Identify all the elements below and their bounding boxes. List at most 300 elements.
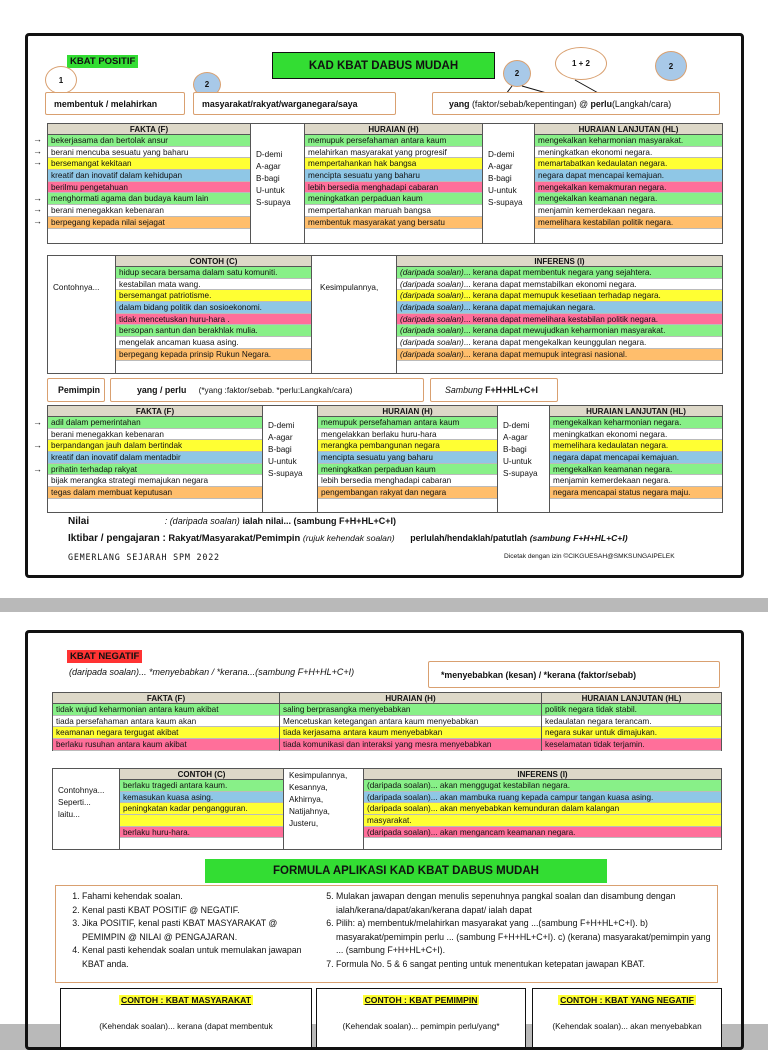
row-text: ... kerana dapat memajukan negara. — [463, 303, 596, 313]
table-row — [535, 135, 722, 147]
row-text: mencipta sesuatu yang baharu — [308, 171, 420, 181]
contoh-header: CONTOH (C) — [116, 256, 311, 267]
connector-word: Kesannya, — [289, 783, 328, 792]
membentuk-box: membentuk / melahirkan — [45, 92, 185, 115]
table-row — [305, 135, 482, 147]
table-row — [535, 147, 722, 159]
sambung-label: Sambung — [445, 385, 483, 395]
connector-word: D-demi — [256, 150, 283, 159]
yang-perlu-label: yang / perlu — [137, 385, 187, 395]
row-text: mengekalkan keharmonian masyarakat. — [538, 136, 684, 145]
inferens-prefix: (daripada soalan) — [400, 349, 464, 359]
pemimpin-box: Pemimpin — [47, 378, 105, 402]
inferens-prefix: (daripada soalan) — [400, 338, 464, 348]
table-row — [280, 739, 541, 751]
row-text: tiada persefahaman antara kaum akan — [56, 716, 197, 726]
table-row — [305, 170, 482, 182]
inferens-col-negatif — [363, 769, 721, 849]
table-row — [280, 716, 541, 728]
row-text: hidup secara bersama dalam satu komuniti. — [119, 268, 278, 277]
table-row — [535, 158, 722, 170]
connector-word: D-demi — [488, 150, 515, 159]
row-text: bekerjasama dan bertolak ansur — [51, 136, 168, 145]
inferens-header: INFERENS (I) — [397, 256, 722, 267]
table-row — [550, 464, 722, 476]
lanjutan-header-pemimpin: HURAIAN LANJUTAN (HL) — [550, 406, 722, 417]
table-row — [535, 182, 722, 194]
formula-step: 6. Pilih: a) membentuk/melahirkan masyarakat yang ...(sambung F+H+HL+C+I). b) masyarakat/pemimpin perlu ... (sambung F+H+HL+C+I). c) (kerana) masyarakat/pemimpin yang ... (sambung F+H+HL+C+I). — [336, 917, 716, 958]
lanjutan-list-pemimpin — [550, 417, 722, 499]
row-text: meningkatkan ekonomi negara. — [553, 429, 668, 439]
row-text: berlaku tragedi antara kaum. — [123, 781, 228, 790]
row-text: dalam bidang politik dan sosioekonomi. — [119, 303, 262, 313]
inferens-prefix: (daripada soalan) — [400, 291, 464, 301]
row-text: berlaku huru-hara. — [123, 827, 190, 837]
footer-right: Dicetak dengan izin ©CIKGUESAH@SMKSUNGAIPELEK — [504, 553, 675, 560]
row-text: merangka pembangunan negara — [321, 441, 440, 451]
row-text: kestabilan mata wang. — [119, 279, 201, 289]
row-text: (daripada soalan)... akan menyebabkan kemunduran dalam kalangan — [367, 804, 620, 814]
row-text: berilmu pengetahuan — [51, 182, 128, 192]
table-row — [48, 440, 262, 452]
connector-word: A-agar — [503, 433, 528, 442]
formula-step: 5. Mulakan jawapan dengan menulis sepenuhnya pangkal soalan dan disambung dengan ialah/kerana/dapat/akan/kerana dapat/ ialah dapat — [336, 890, 716, 917]
row-text: saling berprasangka menyebabkan — [283, 705, 411, 714]
table-row — [116, 302, 311, 314]
iktibar-perlu: perlulah/hendaklah/patutlah — [410, 533, 528, 543]
row-text: tegas dalam membuat keputusan — [51, 488, 173, 498]
nilai-label: Nilai — [68, 516, 90, 527]
table-row — [397, 279, 722, 291]
contoh-col-negatif — [119, 769, 283, 849]
huraian-col-negatif — [279, 693, 541, 750]
row-text: bijak merangka strategi memajukan negara — [51, 476, 209, 486]
footer-left: GEMERLANG SEJARAH SPM 2022 — [68, 552, 220, 562]
row-text: mengekalkan kemakmuran negara. — [538, 182, 667, 192]
table-row — [120, 803, 283, 815]
table-row — [53, 739, 279, 751]
row-text: kreatif dan inovatif dalam kehidupan — [51, 171, 183, 181]
row-text: tiada kerjasama antara kaum menyebabkan — [283, 728, 443, 738]
connector-word: S-supaya — [256, 198, 291, 207]
row-text: membentuk masyarakat yang bersatu — [308, 217, 445, 227]
connector-word: Justeru, — [289, 819, 319, 828]
connector-list-3 — [265, 420, 303, 480]
contoh-inferens-table-negatif — [52, 768, 722, 850]
table-row — [305, 158, 482, 170]
row-text: negara dapat mencapai kemajuan. — [553, 453, 680, 463]
row-text: lebih bersedia menghadapi cabaran — [308, 182, 439, 192]
sambung-box — [430, 378, 558, 402]
row-text: memelihara kestabilan politik negara. — [538, 217, 674, 227]
table-row — [116, 279, 311, 291]
table-row — [116, 314, 311, 326]
row-text: pengembangan rakyat dan negara — [321, 488, 447, 498]
row-text: negara mencapai status negara maju. — [553, 488, 691, 498]
row-text: memelihara kedaulatan negara. — [553, 441, 669, 451]
row-text: bersopan santun dan berakhlak mulia. — [119, 326, 258, 336]
connector-word: Natijahnya, — [289, 807, 330, 816]
inferens-list-negatif — [364, 780, 721, 838]
table-row — [397, 267, 722, 279]
table-row — [318, 464, 497, 476]
nilai-text-a: : (daripada soalan) — [164, 516, 240, 526]
table-row — [305, 182, 482, 194]
row-text: melahirkan masyarakat yang progresif — [308, 147, 447, 157]
yang-perlu-pemimpin-box — [110, 378, 424, 402]
contoh-masyarakat-text: (Kehendak soalan)... kerana (dapat membentuk — [99, 1022, 273, 1031]
lanjutan-col-negatif — [541, 693, 721, 750]
table-row — [550, 440, 722, 452]
table-row — [120, 827, 283, 839]
row-text: berpegang kepada nilai sejagat — [51, 217, 165, 227]
table-row — [116, 349, 311, 361]
table-row — [318, 417, 497, 429]
formula-left-list — [60, 890, 318, 971]
table-row — [116, 267, 311, 279]
row-text: menghormati agama dan budaya kaum lain — [51, 194, 209, 204]
table-row — [550, 417, 722, 429]
inferens-prefix: (daripada soalan) — [400, 303, 464, 313]
connector-word: Kesimpulannya, — [289, 771, 348, 780]
step-circle-2c: 2 — [655, 51, 687, 81]
table-row — [364, 803, 721, 815]
row-text: ... kerana dapat memstabilkan ekonomi negara. — [463, 279, 637, 289]
row-text: keselamatan tidak terjamin. — [545, 740, 645, 750]
table-row — [305, 193, 482, 205]
table-row — [535, 217, 722, 229]
row-text: berani menegakkan kebenaran — [51, 206, 164, 216]
table-row — [280, 727, 541, 739]
row-text: meningkatkan perpaduan kaum — [308, 194, 423, 204]
row-text: meningkatkan ekonomi negara. — [538, 147, 653, 157]
fakta-list-negatif — [53, 704, 279, 751]
row-text: ... kerana dapat mewujudkan keharmonian masyarakat. — [463, 326, 666, 336]
connector-word: D-demi — [503, 421, 530, 430]
contoh-kbat-pemimpin — [316, 988, 526, 1048]
lanjutan-list — [535, 135, 722, 229]
contoh-col — [115, 256, 311, 373]
lanjutan-list-negatif — [542, 704, 721, 751]
table-row — [48, 217, 250, 229]
row-text: bersemangat patriotisme. — [119, 291, 212, 301]
contohnya-label: Contohnya... — [53, 283, 100, 292]
fakta-header: FAKTA (F) — [48, 124, 250, 135]
huraian-list-negatif — [280, 704, 541, 751]
table-row — [318, 475, 497, 487]
connector-word: laitu... — [58, 810, 80, 819]
lead-mid-col — [283, 769, 363, 849]
formula-right-list — [314, 890, 716, 971]
table-row — [48, 135, 250, 147]
row-text: berpegang kepada prinsip Rukun Negara. — [119, 349, 272, 359]
table-row — [550, 429, 722, 441]
fakta-col-pemimpin — [48, 406, 262, 512]
table-row — [318, 440, 497, 452]
masyarakat-box: masyarakat/rakyat/warganegara/saya — [193, 92, 396, 115]
table-row — [53, 716, 279, 728]
kesimpulannya-col — [311, 256, 396, 373]
fakta-huraian-table-pemimpin — [47, 405, 723, 513]
table-row — [116, 337, 311, 349]
table-row — [550, 487, 722, 499]
huraian-header-negatif: HURAIAN (H) — [280, 693, 541, 704]
row-text: ... kerana dapat memupuk kesetiaan terhadap negara. — [463, 291, 661, 301]
table-row — [48, 429, 262, 441]
connector-col-4 — [497, 406, 549, 512]
table-row — [397, 302, 722, 314]
connector-word: Akhirnya, — [289, 795, 324, 804]
row-text: mengelakkan berlaku huru-hara — [321, 429, 437, 439]
table-row — [116, 290, 311, 302]
lanjutan-col-pemimpin — [549, 406, 722, 512]
table-row — [48, 205, 250, 217]
connector-word: D-demi — [268, 421, 295, 430]
table-row — [397, 314, 722, 326]
fakta-header-negatif: FAKTA (F) — [53, 693, 279, 704]
table-row — [550, 452, 722, 464]
inferens-prefix: (daripada soalan) — [400, 326, 464, 336]
inferens-header-negatif: INFERENS (I) — [364, 769, 721, 780]
inferens-list — [397, 267, 722, 361]
row-text: meningkatkan perpaduan kaum — [321, 464, 436, 474]
connector-word: Seperti... — [58, 798, 91, 807]
connector-word: U-untuk — [256, 186, 285, 195]
huraian-list-pemimpin — [318, 417, 497, 499]
table-row — [48, 193, 250, 205]
step-circle-1-plus-2: 1 + 2 — [555, 47, 607, 80]
fakta-col-negatif — [53, 693, 279, 750]
contoh-inferens-table-positif — [47, 255, 723, 374]
row-text: peningkatan kadar pengangguran. — [123, 804, 248, 814]
contoh-pemimpin-text: (Kehendak soalan)... pemimpin perlu/yang* — [342, 1022, 500, 1031]
page-2 — [0, 612, 768, 1031]
contoh-kbat-negatif — [532, 988, 722, 1048]
row-text: menjamin kemerdekaan negara. — [553, 476, 671, 486]
row-text: tidak mencetuskan huru-hara . — [119, 314, 230, 324]
table-row — [48, 170, 250, 182]
fakta-col — [48, 124, 250, 243]
row-text: mempertahankan hak bangsa — [308, 159, 417, 169]
table-row — [550, 475, 722, 487]
table-row — [116, 325, 311, 337]
formula-step: 3. Jika POSITIF, kenal pasti KBAT MASYARAKAT @ PEMIMPIN @ NILAI @ PENGAJARAN. — [82, 917, 318, 944]
table-row — [53, 704, 279, 716]
connector-word: A-agar — [268, 433, 293, 442]
connector-word: S-supaya — [268, 469, 303, 478]
table-row — [542, 704, 721, 716]
row-text: memartabatkan kedaulatan negara. — [538, 159, 668, 169]
row-text: mempertahankan maruah bangsa — [308, 206, 431, 216]
row-text: ... kerana dapat memupuk integrasi nasional. — [463, 349, 628, 359]
inferens-prefix: (daripada soalan) — [400, 279, 464, 289]
connector-word: B-bagi — [503, 445, 527, 454]
table-row — [280, 704, 541, 716]
table-row — [318, 452, 497, 464]
connector-word: B-bagi — [488, 174, 512, 183]
table-row — [305, 205, 482, 217]
row-text: berani mencuba sesuatu yang baharu — [51, 147, 189, 157]
table-row — [48, 475, 262, 487]
huraian-list — [305, 135, 482, 229]
huraian-header: HURAIAN (H) — [305, 124, 482, 135]
kbat-positif-label: KBAT POSITIF — [67, 55, 138, 68]
connector-list-4 — [500, 420, 538, 480]
table-row — [120, 792, 283, 804]
contoh-list-negatif — [120, 780, 283, 838]
inferens-col — [396, 256, 722, 373]
arrow-markers-1: → → → → → → — [33, 134, 42, 226]
contoh-negatif-title: CONTOH : KBAT YANG NEGATIF — [560, 995, 694, 1005]
table-row — [364, 792, 721, 804]
row-text: kedaulatan negara terancam. — [545, 716, 652, 726]
step-circle-1: 1 — [45, 66, 77, 94]
connector-word: A-agar — [488, 162, 513, 171]
connector-word: S-supaya — [503, 469, 538, 478]
row-text: mengelak ancaman kuasa asing. — [119, 338, 239, 348]
table-row — [48, 464, 262, 476]
connector-word: Contohnya... — [58, 786, 105, 795]
row-text: memupuk persefahaman antara kaum — [308, 136, 447, 145]
contoh-header-negatif: CONTOH (C) — [120, 769, 283, 780]
row-text: (daripada soalan)... akan menggugat kestabilan negara. — [367, 781, 571, 790]
nilai-text-b: ialah nilai... (sambung F+H+HL+C+I) — [242, 516, 397, 526]
formula-step: 2. Kenal pasti KBAT POSITIF @ NEGATIF. — [82, 904, 318, 918]
fakta-list — [48, 135, 250, 229]
row-text: mengekalkan keamanan negara. — [538, 194, 658, 204]
row-text: ... kerana dapat mengekalkan keunggulan negara. — [463, 338, 647, 348]
formula-step: 1. Fahami kehendak soalan. — [82, 890, 318, 904]
fakta-huraian-table-positif — [47, 123, 723, 244]
contohnya-col — [48, 256, 115, 373]
table-row — [305, 217, 482, 229]
lanjutan-col — [534, 124, 722, 243]
huraian-header-pemimpin: HURAIAN (H) — [318, 406, 497, 417]
iktibar-sambung: (sambung F+H+HL+C+I) — [529, 533, 628, 543]
row-text: ... kerana dapat membentuk negara yang sejahtera. — [463, 268, 652, 277]
row-text: (daripada soalan)... akan mengancam keamanan negara. — [367, 827, 576, 837]
row-text: prihatin terhadap rakyat — [51, 464, 138, 474]
row-text: berlaku rusuhan antara kaum akibat — [56, 740, 187, 750]
formula-box — [55, 885, 718, 983]
row-text: (daripada soalan)... akan mambuka ruang kepada campur tangan kuasa asing. — [367, 792, 654, 802]
row-text: Mencetuskan ketegangan antara kaum menyebabkan — [283, 716, 479, 726]
table-row — [535, 170, 722, 182]
lead-left-col — [53, 769, 119, 849]
connector-word: B-bagi — [256, 174, 280, 183]
inferens-prefix: (daripada soalan) — [400, 314, 464, 324]
lead-left-list — [55, 785, 104, 821]
lanjutan-header: HURAIAN LANJUTAN (HL) — [535, 124, 722, 135]
fakta-list-pemimpin — [48, 417, 262, 499]
iktibar-rujuk: (rujuk kehendak soalan) — [302, 533, 395, 543]
table-row — [397, 337, 722, 349]
table-row — [48, 147, 250, 159]
arrow-markers-2: → → → — [33, 417, 42, 474]
row-text: mengekalkan keamanan negara. — [553, 464, 673, 474]
iktibar-label: Iktibar / pengajaran : — [68, 533, 166, 544]
connector-word: B-bagi — [268, 445, 292, 454]
yang-sub: (faktor/sebab/kepentingan) @ — [472, 98, 589, 109]
row-text: mencipta sesuatu yang baharu — [321, 453, 433, 463]
row-text: mengekalkan keharmonian negara. — [553, 418, 682, 427]
table-row — [120, 815, 283, 827]
table-row — [397, 325, 722, 337]
inferens-prefix: (daripada soalan) — [400, 268, 464, 277]
sambung-formula: F+H+HL+C+I — [485, 385, 538, 395]
step-circle-2: 2 — [193, 72, 221, 97]
table-row — [53, 727, 279, 739]
connector-list-2 — [485, 149, 523, 209]
row-text: bersemangat kekitaan — [51, 159, 132, 169]
lanjutan-header-negatif: HURAIAN LANJUTAN (HL) — [542, 693, 721, 704]
row-text: tidak wujud keharmonian antara kaum akibat — [56, 705, 219, 714]
row-text: adil dalam pemerintahan — [51, 418, 141, 427]
main-title: KAD KBAT DABUS MUDAH — [272, 52, 495, 79]
nilai-line — [68, 516, 396, 527]
row-text: keamanan negara tergugat akibat — [56, 728, 179, 738]
table-row — [318, 487, 497, 499]
table-row — [542, 739, 721, 751]
contoh-list — [116, 267, 311, 361]
row-text: kemasukan kuasa asing. — [123, 792, 214, 802]
row-text: ... kerana dapat memelihara kestabilan politik negara. — [463, 314, 659, 324]
lead-mid-list — [286, 770, 347, 830]
kesimpulannya-label: Kesimpulannya, — [320, 283, 379, 292]
row-text: masyarakat. — [367, 816, 412, 826]
connector-word: U-untuk — [488, 186, 517, 195]
iktibar-text: Rakyat/Masyarakat/Pemimpin — [168, 532, 301, 543]
yang-label: yang — [449, 98, 470, 109]
row-text: tiada komunikasi dan interaksi yang mesra menyebabkan — [283, 740, 492, 750]
perlu-sub: (Langkah/cara) — [612, 98, 672, 109]
row-text: politik negara tidak stabil. — [545, 705, 637, 714]
fakta-huraian-table-negatif — [52, 692, 722, 751]
perlu-label: perlu — [590, 98, 612, 109]
row-text: lebih bersedia menghadapi cabaran — [321, 476, 452, 486]
contoh-kbat-masyarakat — [60, 988, 312, 1048]
connector-col-3 — [262, 406, 317, 512]
connector-word: U-untuk — [503, 457, 532, 466]
table-row — [48, 158, 250, 170]
huraian-col-pemimpin — [317, 406, 497, 512]
formula-step: 4. Kenal pasti kehendak soalan untuk memulakan jawapan KBAT anda. — [82, 944, 318, 971]
table-row — [48, 182, 250, 194]
table-row — [535, 205, 722, 217]
table-row — [48, 452, 262, 464]
table-row — [305, 147, 482, 159]
row-text: negara sukar untuk dimajukan. — [545, 728, 657, 738]
negatif-box: *menyebabkan (kesan) / *kerana (faktor/sebab) — [428, 661, 720, 688]
connector-list-1 — [253, 149, 291, 209]
yang-perlu-box — [432, 92, 720, 115]
row-text: berani menegakkan kebenaran — [51, 429, 164, 439]
contoh-negatif-text: (Kehendak soalan)... akan menyebabkan — [552, 1022, 702, 1031]
row-text: negara dapat mencapai kemajuan. — [538, 171, 665, 181]
fakta-header-pemimpin: FAKTA (F) — [48, 406, 262, 417]
table-row — [397, 349, 722, 361]
table-row — [397, 290, 722, 302]
table-row — [542, 727, 721, 739]
row-text: menjamin kemerdekaan negara. — [538, 206, 656, 216]
table-row — [364, 815, 721, 827]
table-row — [318, 429, 497, 441]
connector-col-2 — [482, 124, 534, 243]
contoh-pemimpin-title: CONTOH : KBAT PEMIMPIN — [364, 995, 478, 1005]
table-row — [364, 780, 721, 792]
step-circle-2b: 2 — [503, 60, 531, 87]
formula-title: FORMULA APLIKASI KAD KBAT DABUS MUDAH — [205, 859, 607, 883]
